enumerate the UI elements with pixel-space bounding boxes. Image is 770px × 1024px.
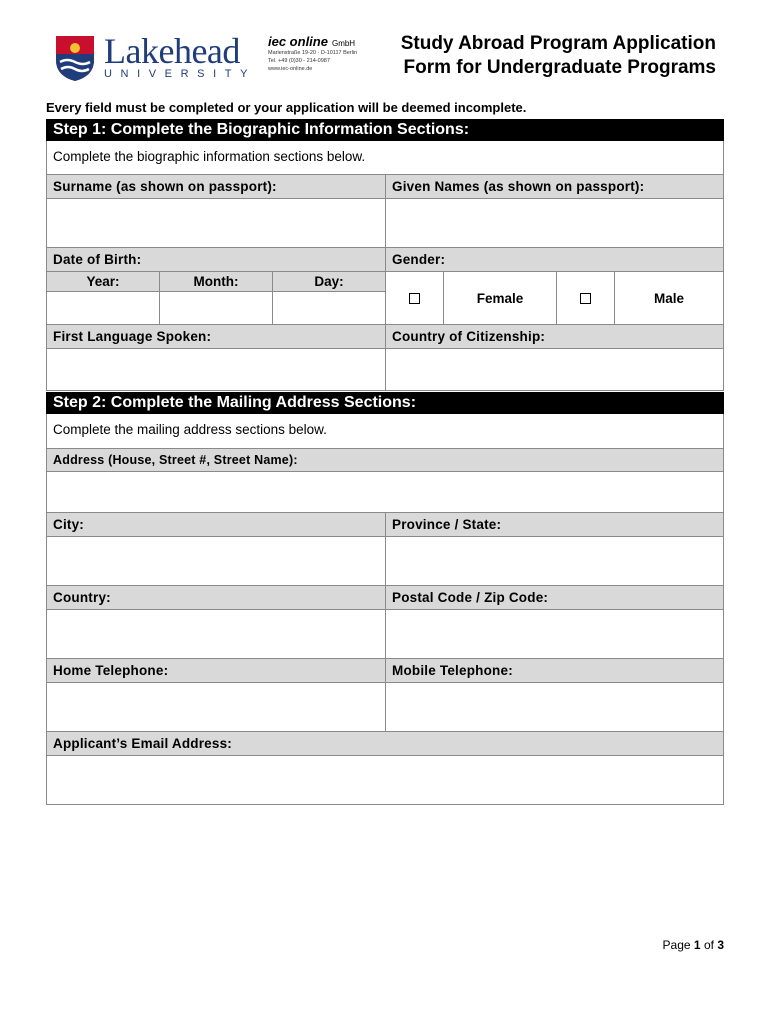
postal-code-field[interactable] [385,610,723,658]
male-label: Male [653,290,684,306]
email-field[interactable] [47,756,723,804]
address-field[interactable] [47,472,723,512]
logo-subtitle: UNIVERSITY [104,68,257,80]
page-number: Page 1 of 3 [662,938,724,952]
country-field[interactable] [47,610,385,658]
step1-section [46,119,724,391]
home-telephone-label: Home Telephone: [47,659,385,682]
address-label: Address (House, Street #, Street Name): [47,449,723,471]
iec-brand: iec online [268,34,328,49]
iec-phone: Tel. +49 (0)30 - 214-0987 [268,58,330,64]
first-language-field[interactable] [47,349,385,390]
province-label: Province / State: [385,513,723,536]
citizenship-field[interactable] [385,349,723,390]
female-checkbox[interactable] [409,293,420,304]
surname-label: Surname (as shown on passport): [47,175,385,198]
city-field[interactable] [47,537,385,585]
dob-group [47,272,385,324]
city-label: City: [47,513,385,536]
mobile-telephone-label: Mobile Telephone: [385,659,723,682]
province-field[interactable] [385,537,723,585]
given-names-field[interactable] [385,199,723,247]
postal-code-label: Postal Code / Zip Code: [385,586,723,609]
completion-notice: Every field must be completed or your application will be deemed incomplete. [46,100,527,115]
year-label: Year: [47,272,159,291]
lakehead-logo [54,31,257,82]
step2-intro: Complete the mailing address sections below. [53,422,327,437]
iec-website: www.iec-online.de [268,66,313,72]
step2-heading: Step 2: Complete the Mailing Address Sections: [46,392,724,414]
email-label: Applicant’s Email Address: [47,732,723,755]
first-language-label: First Language Spoken: [47,325,385,348]
iec-logo [268,36,380,78]
day-label: Day: [272,272,385,291]
iec-address: Marienstraße 19-20 · D-10117 Berlin [268,50,358,56]
female-label: Female [476,290,524,306]
page-title: Study Abroad Program Application Form for Undergraduate Programs [400,33,716,78]
step1-heading: Step 1: Complete the Biographic Information Sections: [46,119,724,141]
country-label: Country: [47,586,385,609]
mobile-telephone-field[interactable] [385,683,723,731]
gender-group [385,272,723,324]
month-label: Month: [159,272,272,291]
iec-gmbh: GmbH [331,39,356,48]
step1-intro: Complete the biographic information sections below. [53,149,366,164]
home-telephone-field[interactable] [47,683,385,731]
male-checkbox[interactable] [580,293,591,304]
month-field[interactable] [159,292,272,324]
logo-wordmark: Lakehead [104,31,240,71]
day-field[interactable] [272,292,385,324]
dob-label: Date of Birth: [47,248,385,271]
surname-field[interactable] [47,199,385,247]
gender-label: Gender: [385,248,723,271]
given-names-label: Given Names (as shown on passport): [385,175,723,198]
step2-section [46,392,724,805]
year-field[interactable] [47,292,159,324]
lakehead-shield-icon [54,34,96,82]
citizenship-label: Country of Citizenship: [385,325,723,348]
